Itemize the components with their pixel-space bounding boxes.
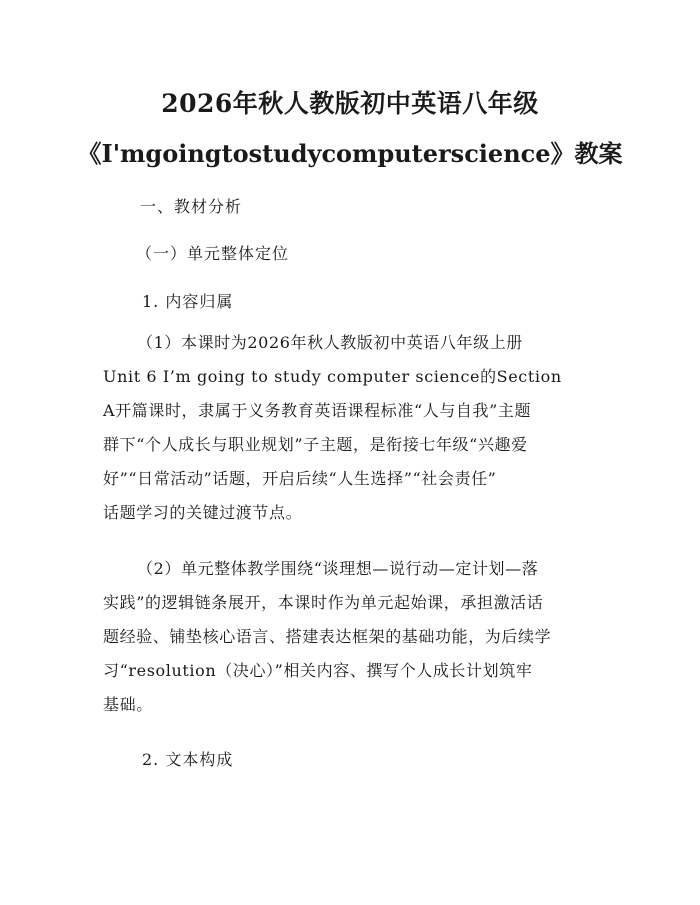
- paragraph-unit-design: [103, 552, 591, 722]
- document-title-line-1: 2026年秋人教版初中英语八年级: [161, 89, 539, 118]
- paragraph-line: 习“resolution（决心）”相关内容、撰写个人成长计划筑牢: [103, 661, 533, 680]
- document-title-line-2: 《I'mgoingtostudycomputerscience》教案: [77, 139, 623, 168]
- paragraph-line: A开篇课时，隶属于义务教育英语课程标准“人与自我”主题: [103, 401, 532, 420]
- subsection-heading-unit-positioning: （一）单元整体定位: [136, 244, 290, 263]
- paragraph-line: （2）单元整体教学围绕“谈理想—说行动—定计划—落: [137, 559, 539, 578]
- paragraph-line: Unit 6 I’m going to study computer science的Section: [103, 367, 562, 386]
- paragraph-line: 话题学习的关键过渡节点。: [103, 503, 303, 522]
- paragraph-content-scope: [103, 326, 591, 530]
- item-heading-content-scope: 1. 内容归属: [142, 292, 234, 311]
- section-heading-textbook-analysis: 一、教材分析: [140, 197, 243, 216]
- paragraph-line: 基础。: [103, 695, 153, 714]
- paragraph-line: 实践”的逻辑链条展开，本课时作为单元起始课，承担激活话: [103, 593, 544, 612]
- paragraph-line: 好”“日常活动”话题，开启后续“人生选择”“社会责任”: [103, 469, 497, 488]
- paragraph-line: 群下“个人成长与职业规划”子主题，是衔接七年级“兴趣爱: [103, 435, 528, 454]
- paragraph-line: 题经验、铺垫核心语言、搭建表达框架的基础功能，为后续学: [103, 627, 552, 646]
- paragraph-line: （1）本课时为2026年秋人教版初中英语八年级上册: [137, 333, 523, 352]
- item-heading-text-composition: 2. 文本构成: [142, 750, 234, 769]
